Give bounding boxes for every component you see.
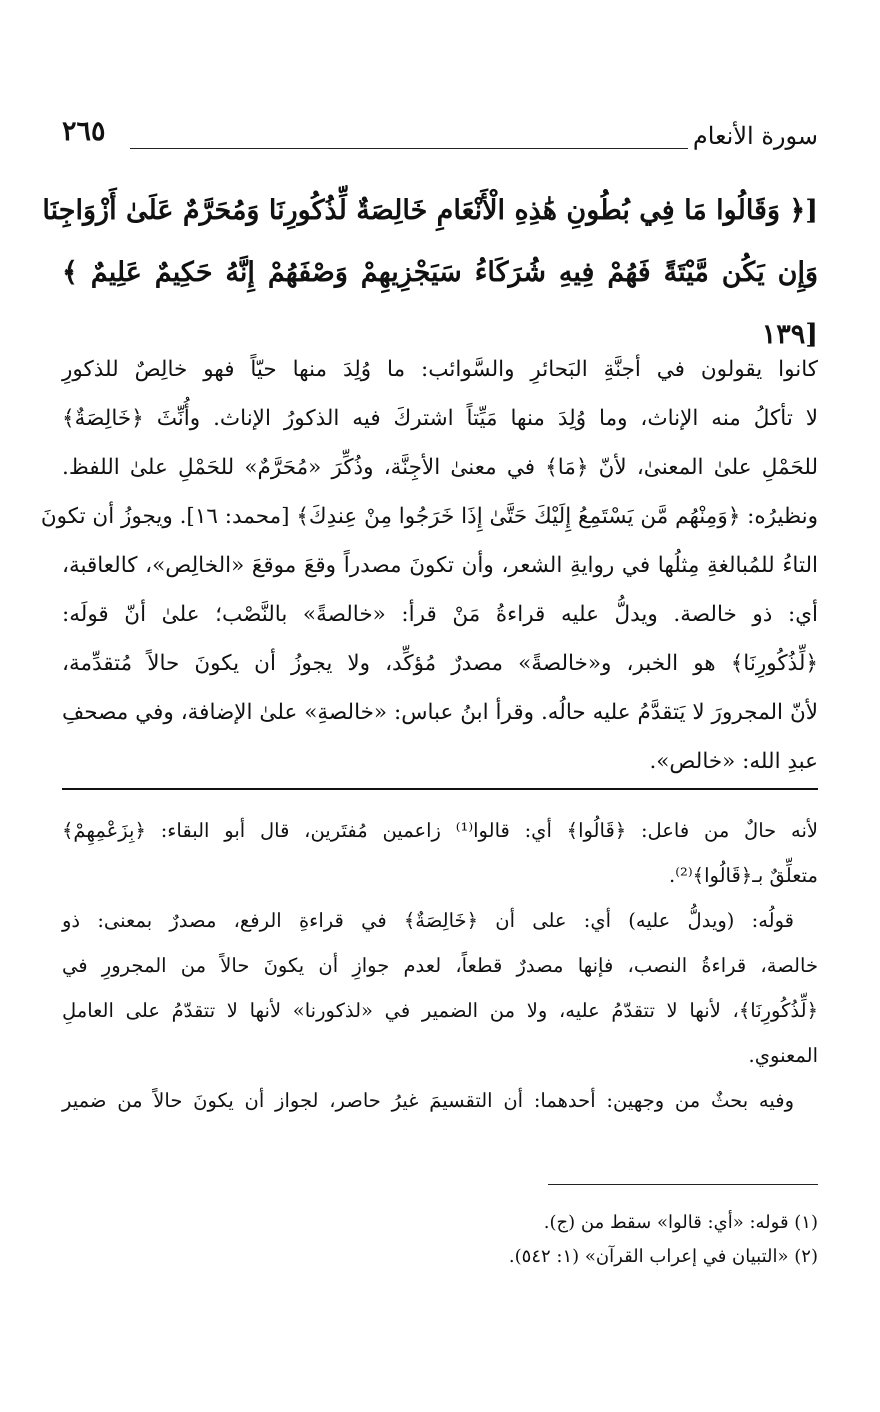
section-divider [62,788,818,790]
commentary-line: المعنوي. [748,1044,818,1067]
commentary-line: قولُه: (ويدلُّ عليه) أي: على أن ﴿خَالِصَةٌ﴾ في قراءةِ الرفع، مصدرٌ بمعنى: ذو [62,909,794,932]
commentary-line: متعلِّقٌ بـ﴿قَالُوا﴾⁽²⁾. [669,864,818,887]
commentary-line: لأنه حالٌ من فاعل: ﴿قَالُوا﴾ أي: قالوا⁽¹⁾ زاعمين مُفتَرين، قال أبو البقاء: ﴿بِزَعْمِهِمْ﴾ [62,819,818,842]
quran-verse [42,180,818,366]
footnotes [62,1206,818,1274]
commentary-text [62,808,818,1123]
text-line: أي: ذو خالصة. ويدلُّ عليه قراءةُ مَنْ قرأ: «خالصةً» بالنَّصْب؛ علىٰ أنّ قولَه: [62,602,818,627]
text-line: عبدِ الله: «خالص». [649,749,818,774]
verse-number: [١٣٩ [761,319,818,350]
text-line: ﴿لِّذُكُورِنَا﴾ هو الخبر، و«خالصةً» مصدرٌ مُؤكِّد، ولا يجوزُ أن يكونَ حالاً مُتقدِّمة، [62,651,818,676]
verse-line: [﴿ وَقَالُوا مَا فِي بُطُونِ هَٰذِهِ الْأَنْعَامِ خَالِصَةٌ لِّذُكُورِنَا وَمُحَرَّمٌ عَلَىٰ أَزْوَاجِنَا [42,195,818,226]
book-page [40,0,818,1412]
running-header [62,118,818,162]
text-line: التاءُ للمُبالغةِ مِثلُها في روايةِ الشعر، وأن تكونَ مصدراً وقعَ موقعَ «الخالِص»، كالعاقبة، [62,553,818,578]
text-line: كانوا يقولون في أجنَّةِ البَحائرِ والسَّوائب: ما وُلِدَ منها حيّاً فهو خالِصٌ للذكورِ [62,357,818,382]
text-line: للحَمْلِ علىٰ المعنىٰ، لأنّ ﴿مَا﴾ في معنىٰ الأجِنَّة، وذُكِّرَ «مُحَرَّمٌ» للحَمْلِ علىٰ اللفظ. [62,455,818,480]
tafsir-main-text [40,345,818,786]
surah-title: سورة الأنعام [692,122,818,150]
text-line: ونظيرُه: ﴿وَمِنْهُم مَّن يَسْتَمِعُ إِلَيْكَ حَتَّىٰ إِذَا خَرَجُوا مِنْ عِندِكَ﴾ [محمد: ١٦]. ويجوزُ أن تكونَ [40,504,818,529]
footnote-divider [548,1184,818,1185]
header-rule [130,148,688,149]
text-line: لأنّ المجرورَ لا يَتقدَّمُ عليه حالُه. وقرأ ابنُ عباس: «خالصةِ» علىٰ الإضافة، وفي مصحفِ [62,700,818,725]
verse-line: وَإِن يَكُن مَّيْتَةً فَهُمْ فِيهِ شُرَكَاءُ سَيَجْزِيهِمْ وَصْفَهُمْ إِنَّهُ حَكِيمٌ عَلِيمٌ ﴾ [62,257,818,288]
footnote: (١) قوله: «أي: قالوا» سقط من (ج). [543,1212,818,1233]
footnote: (٢) «التبيان في إعراب القرآن» (١: ٥٤٢). [508,1246,818,1267]
commentary-line: خالصة، قراءةُ النصب، فإنها مصدرٌ قطعاً، لعدم جوازِ أن يكونَ حالاً من المجرورِ في [62,954,818,977]
commentary-line: ﴿لِّذُكُورِنَا﴾، لأنها لا تتقدّمُ عليه، ولا من الضمير في «لذكورنا» لأنها لا تتقدّمُ على العاملِ [62,999,818,1022]
text-line: لا تأكلُ منه الإناث، وما وُلِدَ منها مَيِّتاً اشتركَ فيه الذكورُ الإناث. وأُنِّثَ ﴿خَالِصَةٌ﴾ [62,406,818,431]
page-number: ٢٦٥ [62,116,106,147]
commentary-line: وفيه بحثٌ من وجهين: أحدهما: أن التقسيمَ غيرُ حاصر، لجواز أن يكونَ حالاً من ضمير [62,1089,794,1112]
